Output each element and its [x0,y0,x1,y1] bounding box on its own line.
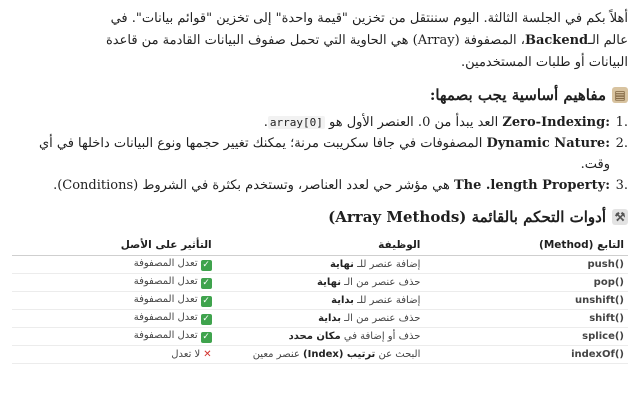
concept-item [23,175,628,196]
function-text: حذف عنصر من الـ [344,312,421,324]
column-header-function: الوظيفة [216,236,425,255]
method-function [216,327,425,345]
method-function [216,345,425,363]
table-row [12,345,628,363]
methods-heading-text: أدوات التحكم بالقائمة (Array Methods) [328,208,606,226]
methods-heading [12,202,628,232]
methods-table [12,236,628,364]
concept-text: المصفوفات في جافا سكريبت مرنة؛ يمكنك تغيير حجمها ونوع البيانات داخلها في أي وقت. [38,136,610,172]
check-mark-icon: ✓ [202,295,210,306]
concept-term: Zero-Indexing: [502,115,610,130]
method-name: unshift() [424,291,628,309]
hammer-wrench-icon: ⚒ [612,209,628,225]
function-text: حذف أو إضافة في [343,330,421,342]
method-effect [12,327,216,345]
method-effect [12,273,216,291]
method-function [216,255,425,273]
function-keyword: نهاية [317,276,341,288]
intro-paragraph [18,8,628,74]
intro-line-2-post: ، المصفوفة (Array) هي الحاوية التي تحمل صفوف البيانات القادمة من قاعدة [105,33,525,48]
function-text: إضافة عنصر للـ [357,258,421,270]
effect-text: تعدل المصفوفة [133,329,198,341]
method-name: shift() [424,309,628,327]
method-function [216,291,425,309]
column-header-effect: التأثير على الأصل [12,236,216,255]
function-keyword: نهاية [329,258,354,270]
concept-tail: . [263,115,268,130]
effect-text: لا تعدل [171,348,201,360]
concept-number: 3. [615,178,628,193]
effect-text: تعدل المصفوفة [133,257,198,269]
concept-number: 1. [615,115,628,130]
concept-term: Dynamic Nature: [486,136,610,151]
concept-number: 2. [615,136,628,151]
intro-line-1: أهلاً بكم في الجلسة الثالثة. اليوم سننتقل من تخزين "قيمة واحدة" إلى تخزين "قوائم بيانات". في [110,11,628,26]
method-effect [12,345,216,363]
method-name: indexOf() [424,345,628,363]
method-effect [12,255,216,273]
concepts-heading [12,80,628,110]
effect-text: تعدل المصفوفة [133,311,198,323]
method-effect [12,291,216,309]
effect-text: تعدل المصفوفة [133,293,198,305]
method-effect [12,309,216,327]
table-row [12,327,628,345]
intro-line-2-pre: عالم الـ [588,33,628,48]
function-keyword: بداية [318,312,341,324]
concept-item [23,133,628,175]
function-keyword: ترتيب (Index) [303,348,376,360]
method-name: push() [424,255,628,273]
concept-code: array[0] [269,116,323,129]
table-header-row [12,236,628,255]
column-header-method: التابع (Method) [424,236,628,255]
function-keyword: بداية [331,294,354,306]
method-function [216,273,425,291]
method-name: splice() [424,327,628,345]
intro-backend-term: Backend [524,33,589,48]
method-name: pop() [424,273,628,291]
function-text: إضافة عنصر للـ [357,294,421,306]
function-keyword: مكان محدد [288,330,341,342]
effect-text: تعدل المصفوفة [133,275,198,287]
table-row [12,291,628,309]
check-mark-icon: ✓ [202,331,210,342]
table-row [12,273,628,291]
concept-item [23,112,628,133]
methods-table-body [12,255,628,363]
intro-line-3: البيانات أو طلبات المستخدمين. [461,55,628,70]
concepts-list [12,112,628,196]
concept-term: The .length Property: [453,178,610,193]
clipboard-icon: ▤ [612,87,628,103]
intro-line-2 [18,30,628,52]
concepts-heading-text: مفاهيم أساسية يجب بصمها: [429,86,606,104]
function-text: حذف عنصر من الـ [344,276,421,288]
cross-mark-icon: ✕ [203,348,212,360]
function-text: البحث عن [378,348,421,360]
concept-text: العد يبدأ من 0. العنصر الأول هو [328,115,499,130]
function-text-post: عنصر معين [252,348,300,360]
check-mark-icon: ✓ [202,259,210,270]
check-mark-icon: ✓ [202,313,210,324]
concept-text: هي مؤشر حي لعدد العناصر، وتستخدم بكثرة في الشروط (Conditions). [53,178,450,193]
check-mark-icon: ✓ [202,277,210,288]
method-function [216,309,425,327]
table-row [12,255,628,273]
table-row [12,309,628,327]
